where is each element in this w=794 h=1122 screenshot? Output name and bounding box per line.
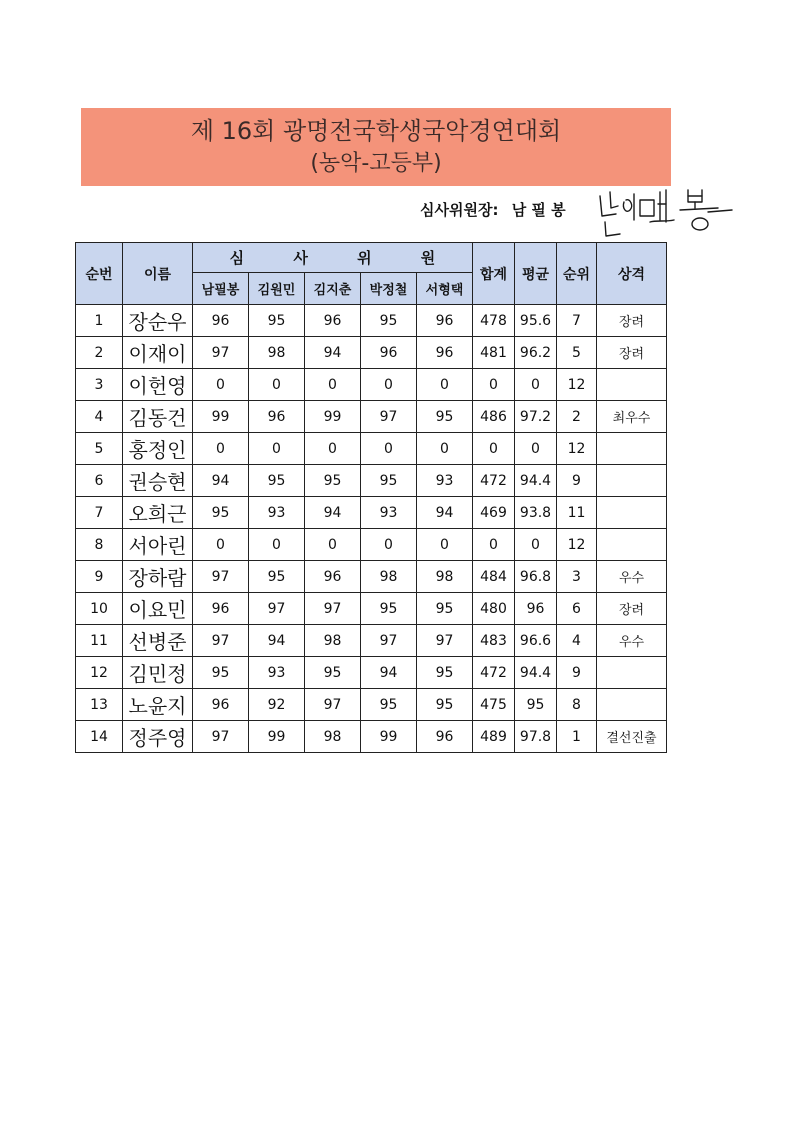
cell-judge-score: 94: [361, 657, 417, 689]
cell-award: 최우수: [597, 401, 667, 433]
cell-rank: 5: [557, 337, 597, 369]
cell-rank: 12: [557, 433, 597, 465]
cell-judge-score: 95: [249, 561, 305, 593]
cell-no: 5: [76, 433, 123, 465]
cell-judge-score: 98: [249, 337, 305, 369]
cell-judge-score: 0: [361, 369, 417, 401]
cell-total: 478: [473, 305, 515, 337]
cell-judge-score: 0: [305, 529, 361, 561]
cell-judge-score: 95: [361, 593, 417, 625]
cell-judge-score: 0: [249, 529, 305, 561]
cell-average: 0: [515, 433, 557, 465]
cell-name: 홍정인: [123, 433, 193, 465]
cell-judge-score: 0: [361, 529, 417, 561]
cell-judge-score: 0: [193, 529, 249, 561]
col-header-name: 이름: [123, 243, 193, 305]
cell-no: 7: [76, 497, 123, 529]
cell-judge-score: 97: [193, 337, 249, 369]
chief-judge-name: 남 필 봉: [511, 201, 566, 219]
cell-average: 94.4: [515, 657, 557, 689]
chief-judge-label: 심사위원장:: [420, 201, 499, 219]
cell-rank: 4: [557, 625, 597, 657]
cell-total: 472: [473, 657, 515, 689]
table-row: [76, 529, 667, 561]
table-row: [76, 465, 667, 497]
cell-name: 권승현: [123, 465, 193, 497]
col-header-judge: 서형택: [417, 273, 473, 305]
cell-average: 97.8: [515, 721, 557, 753]
cell-award: [597, 465, 667, 497]
cell-judge-score: 99: [249, 721, 305, 753]
cell-judge-score: 95: [417, 689, 473, 721]
cell-rank: 7: [557, 305, 597, 337]
cell-judge-score: 96: [417, 337, 473, 369]
cell-total: 472: [473, 465, 515, 497]
cell-rank: 9: [557, 657, 597, 689]
cell-judge-score: 93: [417, 465, 473, 497]
cell-rank: 6: [557, 593, 597, 625]
cell-judge-score: 97: [361, 625, 417, 657]
cell-judge-score: 95: [305, 657, 361, 689]
cell-total: 486: [473, 401, 515, 433]
col-header-judge: 김원민: [249, 273, 305, 305]
cell-average: 0: [515, 529, 557, 561]
cell-total: 481: [473, 337, 515, 369]
cell-name: 김민정: [123, 657, 193, 689]
cell-judge-score: 95: [417, 401, 473, 433]
cell-no: 12: [76, 657, 123, 689]
cell-judge-score: 95: [361, 689, 417, 721]
cell-judge-score: 93: [361, 497, 417, 529]
cell-judge-score: 97: [193, 561, 249, 593]
cell-judge-score: 95: [193, 497, 249, 529]
cell-judge-score: 94: [305, 337, 361, 369]
cell-award: [597, 529, 667, 561]
cell-name: 오희근: [123, 497, 193, 529]
cell-judge-score: 0: [417, 529, 473, 561]
cell-rank: 9: [557, 465, 597, 497]
cell-total: 475: [473, 689, 515, 721]
cell-judge-score: 0: [417, 369, 473, 401]
cell-judge-score: 99: [193, 401, 249, 433]
cell-average: 96.8: [515, 561, 557, 593]
cell-rank: 11: [557, 497, 597, 529]
cell-judge-score: 95: [193, 657, 249, 689]
cell-no: 13: [76, 689, 123, 721]
cell-judge-score: 98: [417, 561, 473, 593]
cell-award: 결선진출: [597, 721, 667, 753]
cell-average: 96: [515, 593, 557, 625]
cell-total: 489: [473, 721, 515, 753]
cell-judge-score: 94: [305, 497, 361, 529]
cell-total: 0: [473, 433, 515, 465]
cell-judge-score: 96: [305, 305, 361, 337]
cell-no: 9: [76, 561, 123, 593]
cell-judge-score: 97: [417, 625, 473, 657]
cell-judge-score: 94: [249, 625, 305, 657]
cell-judge-score: 96: [305, 561, 361, 593]
cell-average: 93.8: [515, 497, 557, 529]
cell-rank: 3: [557, 561, 597, 593]
cell-total: 469: [473, 497, 515, 529]
cell-award: [597, 433, 667, 465]
cell-judge-score: 97: [193, 721, 249, 753]
cell-name: 정주영: [123, 721, 193, 753]
cell-no: 11: [76, 625, 123, 657]
cell-no: 2: [76, 337, 123, 369]
cell-no: 8: [76, 529, 123, 561]
cell-award: 장려: [597, 593, 667, 625]
col-header-judges: 심 사 위 원: [193, 243, 473, 273]
cell-judge-score: 97: [361, 401, 417, 433]
cell-judge-score: 0: [193, 433, 249, 465]
cell-judge-score: 99: [361, 721, 417, 753]
cell-judge-score: 98: [305, 625, 361, 657]
cell-judge-score: 96: [417, 305, 473, 337]
cell-name: 선병준: [123, 625, 193, 657]
cell-judge-score: 0: [361, 433, 417, 465]
cell-total: 0: [473, 369, 515, 401]
cell-judge-score: 96: [193, 593, 249, 625]
table-row: [76, 657, 667, 689]
cell-judge-score: 97: [193, 625, 249, 657]
cell-rank: 12: [557, 529, 597, 561]
page-subtitle: (농악-고등부): [310, 151, 442, 176]
table-row: [76, 561, 667, 593]
cell-average: 95.6: [515, 305, 557, 337]
cell-judge-score: 96: [361, 337, 417, 369]
cell-rank: 8: [557, 689, 597, 721]
table-row: [76, 337, 667, 369]
cell-judge-score: 95: [417, 657, 473, 689]
table-row: [76, 721, 667, 753]
page-title: 제 16회 광명전국학생국악경연대회: [190, 117, 562, 145]
chief-judge-line: [420, 199, 566, 220]
col-header-total: 합계: [473, 243, 515, 305]
cell-judge-score: 0: [305, 433, 361, 465]
cell-judge-score: 99: [305, 401, 361, 433]
table-row: [76, 593, 667, 625]
cell-award: 우수: [597, 561, 667, 593]
cell-name: 장하람: [123, 561, 193, 593]
cell-average: 95: [515, 689, 557, 721]
cell-judge-score: 0: [249, 369, 305, 401]
table-header-row: [76, 243, 667, 273]
cell-total: 484: [473, 561, 515, 593]
cell-judge-score: 96: [193, 305, 249, 337]
col-header-no: 순번: [76, 243, 123, 305]
cell-average: 94.4: [515, 465, 557, 497]
handwritten-signature: [596, 186, 736, 246]
cell-judge-score: 0: [417, 433, 473, 465]
col-header-rank: 순위: [557, 243, 597, 305]
table-row: [76, 305, 667, 337]
cell-average: 96.6: [515, 625, 557, 657]
cell-judge-score: 97: [305, 689, 361, 721]
cell-judge-score: 95: [361, 305, 417, 337]
col-header-average: 평균: [515, 243, 557, 305]
cell-average: 0: [515, 369, 557, 401]
cell-name: 서아린: [123, 529, 193, 561]
table-row: [76, 689, 667, 721]
title-banner: [81, 108, 671, 186]
table-row: [76, 401, 667, 433]
cell-no: 1: [76, 305, 123, 337]
cell-award: 장려: [597, 337, 667, 369]
cell-name: 노윤지: [123, 689, 193, 721]
cell-judge-score: 92: [249, 689, 305, 721]
cell-name: 이헌영: [123, 369, 193, 401]
cell-award: 우수: [597, 625, 667, 657]
cell-judge-score: 95: [305, 465, 361, 497]
cell-name: 이재이: [123, 337, 193, 369]
cell-award: [597, 689, 667, 721]
cell-judge-score: 93: [249, 657, 305, 689]
cell-judge-score: 94: [417, 497, 473, 529]
cell-judge-score: 98: [361, 561, 417, 593]
cell-judge-score: 98: [305, 721, 361, 753]
cell-judge-score: 95: [361, 465, 417, 497]
cell-name: 김동건: [123, 401, 193, 433]
cell-award: [597, 657, 667, 689]
cell-total: 0: [473, 529, 515, 561]
cell-name: 이요민: [123, 593, 193, 625]
cell-award: [597, 369, 667, 401]
signature-icon: [596, 186, 736, 242]
cell-name: 장순우: [123, 305, 193, 337]
table-body: [76, 305, 667, 753]
cell-judge-score: 95: [417, 593, 473, 625]
cell-award: [597, 497, 667, 529]
table-row: [76, 433, 667, 465]
cell-no: 6: [76, 465, 123, 497]
table-row: [76, 625, 667, 657]
cell-rank: 12: [557, 369, 597, 401]
cell-rank: 2: [557, 401, 597, 433]
col-header-judge: 남필봉: [193, 273, 249, 305]
cell-no: 3: [76, 369, 123, 401]
cell-judge-score: 0: [193, 369, 249, 401]
cell-total: 483: [473, 625, 515, 657]
cell-judge-score: 96: [417, 721, 473, 753]
cell-no: 14: [76, 721, 123, 753]
cell-no: 4: [76, 401, 123, 433]
cell-judge-score: 97: [249, 593, 305, 625]
cell-judge-score: 0: [305, 369, 361, 401]
cell-judge-score: 94: [193, 465, 249, 497]
col-header-judge: 박정철: [361, 273, 417, 305]
cell-rank: 1: [557, 721, 597, 753]
table-row: [76, 497, 667, 529]
cell-award: 장려: [597, 305, 667, 337]
cell-average: 97.2: [515, 401, 557, 433]
cell-judge-score: 95: [249, 465, 305, 497]
col-header-judge: 김지춘: [305, 273, 361, 305]
cell-judge-score: 95: [249, 305, 305, 337]
scores-table: [75, 242, 667, 753]
cell-judge-score: 93: [249, 497, 305, 529]
cell-judge-score: 0: [249, 433, 305, 465]
cell-no: 10: [76, 593, 123, 625]
table-row: [76, 369, 667, 401]
cell-average: 96.2: [515, 337, 557, 369]
cell-judge-score: 96: [193, 689, 249, 721]
col-header-award: 상격: [597, 243, 667, 305]
cell-judge-score: 97: [305, 593, 361, 625]
cell-judge-score: 96: [249, 401, 305, 433]
cell-total: 480: [473, 593, 515, 625]
